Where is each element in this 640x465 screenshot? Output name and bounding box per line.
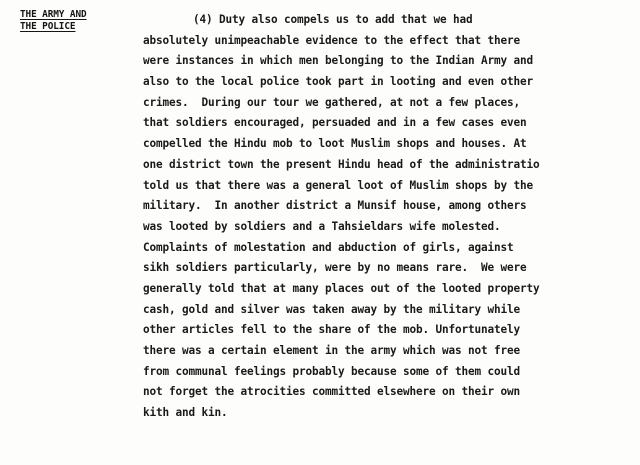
paragraph-line: also to the local police took part in looting and even other bbox=[143, 75, 534, 89]
body-paragraph bbox=[143, 10, 633, 424]
paragraph-line: there was a certain element in the army which was not free bbox=[143, 344, 521, 357]
paragraph-line: one district town the present Hindu head of the administratio bbox=[143, 157, 540, 171]
paragraph-line: (4) Duty also compels us to add that we had bbox=[193, 13, 473, 26]
paragraph-line: were instances in which men belonging to the Indian Army and bbox=[143, 54, 534, 68]
marginal-heading-line-2: THE POLICE bbox=[20, 21, 76, 32]
marginal-heading bbox=[20, 9, 115, 33]
paragraph-line: not forget the atrocities committed elsewhere on their own bbox=[143, 385, 521, 399]
paragraph-line: sikh soldiers particularly, were by no means rare. We were bbox=[143, 261, 527, 275]
paragraph-line: compelled the Hindu mob to loot Muslim shops and houses. At bbox=[143, 137, 527, 151]
paragraph-line: cash, gold and silver was taken away by the military while bbox=[143, 302, 521, 316]
paragraph-line: crimes. During our tour we gathered, at not a few places, bbox=[143, 95, 521, 109]
paragraph-line: kith and kin. bbox=[143, 406, 228, 420]
paragraph-line: Complaints of molestation and abduction of girls, against bbox=[143, 240, 514, 254]
paragraph-line: absolutely unimpeachable evidence to the effect that there bbox=[143, 33, 521, 47]
paragraph-line: from communal feelings probably because some of them could bbox=[143, 364, 521, 378]
paragraph-line: military. In another district a Munsif house, among others bbox=[143, 199, 527, 213]
marginal-heading-line-1: THE ARMY AND bbox=[20, 9, 87, 20]
paragraph-line: told us that there was a general loot of Muslim shops by the bbox=[143, 178, 534, 192]
paragraph-line: that soldiers encouraged, persuaded and in a few cases even bbox=[143, 116, 527, 130]
paragraph-line: other articles fell to the share of the mob. Unfortunately bbox=[143, 323, 521, 337]
paragraph-line: was looted by soldiers and a Tahsieldars wife molested. bbox=[143, 219, 501, 233]
paragraph-line: generally told that at many places out of the looted property bbox=[143, 281, 540, 295]
